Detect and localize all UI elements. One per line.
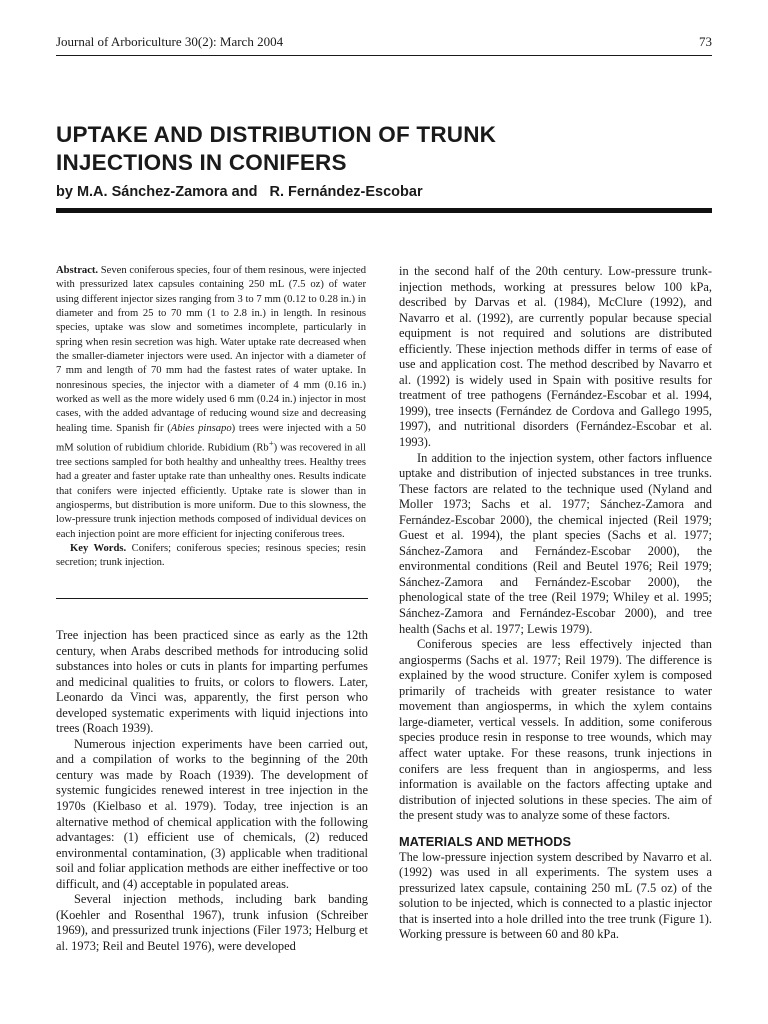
body-paragraph: in the second half of the 20th century. Low-pressure trunk-injection methods, working at pressures below 100 kPa, described by Darvas et al. (1984), McClure (1992), and Navarro et al. (1992), are currently popular because special equipment is not required and solutions are distributed efficiently. These injection methods differ in terms of ease of use and application cost. The method described by Navarro et al. (1992) is widely used in Spain with positive results for treatment of tree pathogens (Fernández-Escobar et al. 1994, 1999), tree insects (Fernández de Cordova and Gallego 1995, 1997), and nutritional disorders (Fernández-Escobar et al. 1993). (399, 264, 712, 450)
right-column-body (399, 264, 712, 943)
title-rule (56, 208, 712, 213)
article-title-line-2: INJECTIONS IN CONIFERS (56, 150, 347, 175)
left-column-body (56, 628, 368, 954)
body-paragraph: The low-pressure injection system described by Navarro et al. (1992) was used in all experiments. The system uses a pressurized latex capsule, containing 250 mL (7.5 oz) of the solution to be injected, which is connected to a plastic injector that is inserted into a hole drilled into the tree trunk (Figure 1). Working pressure is between 60 and 80 kPa. (399, 849, 712, 942)
abstract-text-cont: ) trees were injected with a 50 mM solution of rubidium chloride. Rubidium (Rb (56, 422, 366, 454)
body-paragraph: Several injection methods, including bark banding (Koehler and Rosenthal 1967), trunk infusion (Schreiber 1969), and pressurized trunk injections (Filer 1973; Helburg et al. 1973; Reil and Beutel 1976), were developed (56, 892, 368, 953)
abstract-paragraph (56, 264, 366, 542)
author-byline: by M.A. Sánchez-Zamora and R. Fernández-Escobar (56, 184, 423, 200)
body-paragraph: Coniferous species are less effectively injected than angiosperms (Sachs et al. 1977; Reil 1979). The difference is explained by the wood structure. Conifer xylem is composed primarily of tracheids with greater resistance to water movement than angiosperms, in which the xylem contains large-diameter, vertical vessels. In addition, some coniferous species produce resin in response to tree wounds, which may affect water uptake. For these reasons, trunk injections in conifers are less frequent than in angiosperms, and less information is available on the factors affecting uptake and distribution of injected solutions in these species. The aim of the present study was to analyze some of these factors. (399, 637, 712, 823)
article-title-line-1: UPTAKE AND DISTRIBUTION OF TRUNK (56, 122, 497, 147)
species-name: Abies pinsapo (170, 422, 232, 434)
article-title (56, 121, 696, 177)
keywords-paragraph (56, 542, 366, 571)
journal-citation: Journal of Arboriculture 30(2): March 2004 (56, 34, 284, 49)
abstract-text-end: ) was recovered in all tree sections sampled for both healthy and unhealthy trees. Healthy trees had a greater and faster uptake rate than unhealthy ones. Results indicate that conifers were injected efficiently. Uptake rate is slower than in angiosperms, but distribution is more uniform. Due to this slowness, the low-pressure trunk injection methods composed of individual devices on each injection point are more efficient for injecting coniferous trees. (56, 442, 366, 540)
abstract-label: Abstract. (56, 265, 99, 276)
abstract-block (56, 264, 366, 571)
abstract-text: Seven coniferous species, four of them resinous, were injected with pressurized latex capsules containing 250 mL (7.5 oz) of water using different injector sizes ranging from 3 to 7 mm (0.12 to 0.28 in.) in diameter and from 25 to 70 mm (1 to 2.8 in.) in length. In resinous species, uptake was slow and sometimes incomplete, particularly in spring when resin secretion was high. Water uptake rate decreased when the smaller-diameter injectors were used. An injector with a diameter of 7 mm and length of 70 mm had the fastest rates of water uptake. In nonresinous species, the injector with a diameter of 4 mm (0.16 in.) worked as well as the more widely used 6 mm (0.24 in.) injector in most cases, with the added advantage of reducing wound size and decreasing healing time. Spanish fir ( (56, 265, 366, 434)
abstract-rule (56, 598, 368, 599)
section-heading: MATERIALS AND METHODS (399, 833, 572, 849)
keywords-text: Conifers; coniferous species; resinous species; resin secretion; trunk injection. (56, 543, 366, 569)
keywords-label: Key Words. (70, 543, 127, 555)
body-paragraph: Numerous injection experiments have been carried out, and a compilation of works to the beginning of the 20th century was made by Roach (1939). The development of systemic fungicides renewed interest in tree injection in the 1970s (Kielbaso et al. 1979). Today, tree injection is an alternative method of chemical application with the following advantages: (1) efficient use of chemicals, (2) reduced environmental contamination, (3) applicable when traditional soil and foliar application methods are either ineffective or too difficult, and (4) acceptable in populated areas. (56, 736, 368, 891)
body-paragraph: Tree injection has been practiced since as early as the 12th century, when Arabs described methods for introducing solid substances into holes or cuts in plants for imparting perfumes and medicinal qualities to fruits, or colors to flowers. Later, Leonardo da Vinci was, apparently, the first person who developed systematic experiments with liquid injections into trees (Roach 1939). (56, 628, 368, 736)
superscript-plus: + (268, 438, 274, 449)
header-rule (56, 55, 712, 56)
page-number: 73 (699, 34, 712, 49)
body-paragraph: In addition to the injection system, other factors influence uptake and distribution of injected substances in tree trunks. These factors are related to the technique used (Nyland and Moller 1973; Sachs et al. 1977; Sánchez-Zamora and Fernández-Escobar 2000), the chemical injected (Reil 1979; Guest et al. 1994), the plant species (Sachs et al. 1977; Sánchez-Zamora and Fernández-Escobar 2000), the environmental conditions (Reil and Beutel 1976; Reil 1979; Sánchez-Zamora and Fernández-Escobar 2000), the phenological state of the tree (Reil 1979; Whiley et al. 1995; Sánchez-Zamora and Fernández-Escobar 2000), and tree health (Sachs et al. 1977; Lewis 1979). (399, 450, 712, 636)
